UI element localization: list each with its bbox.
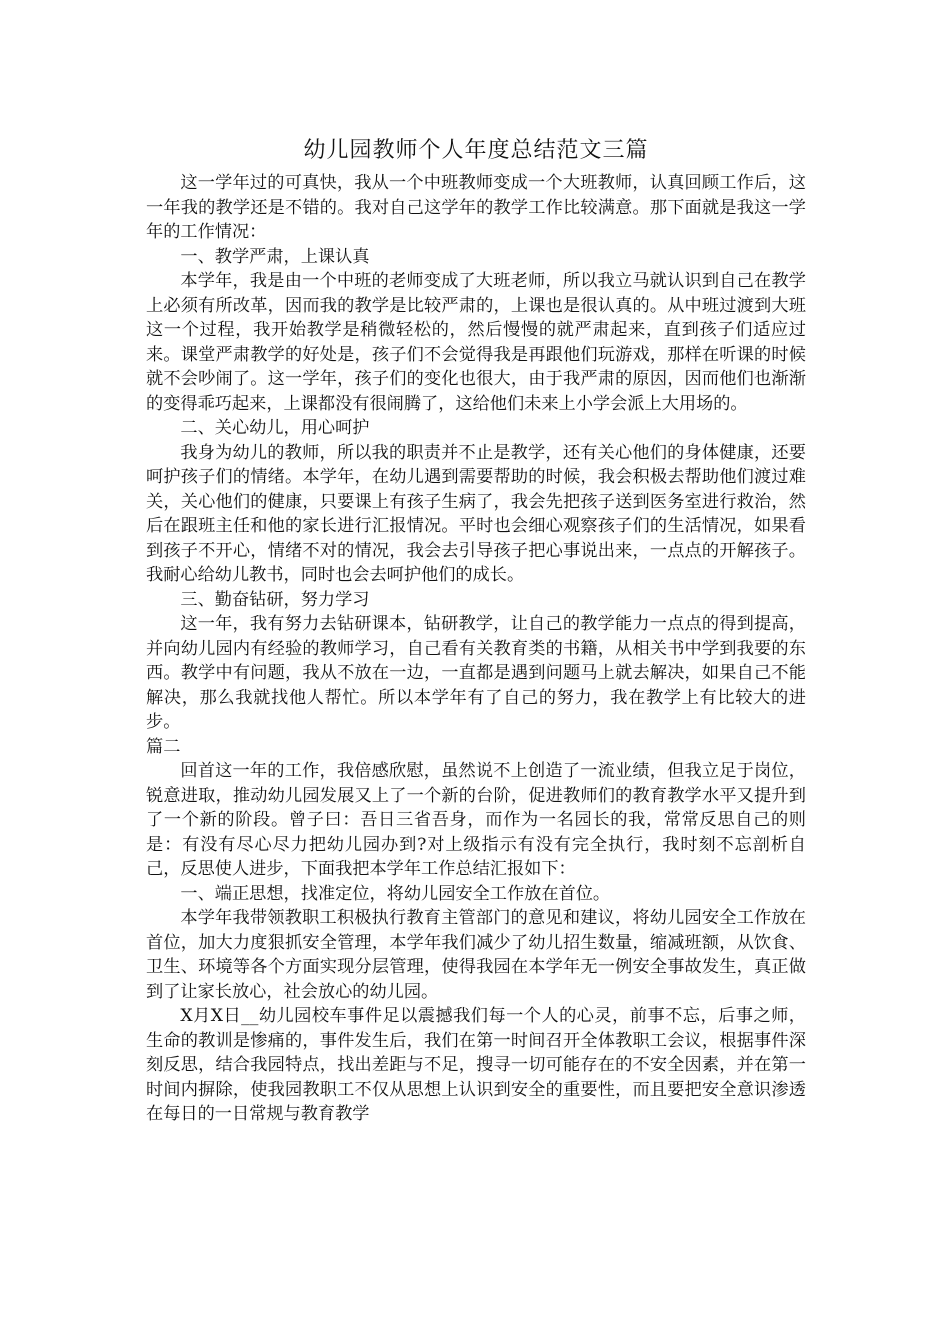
section-heading: 三、勤奋钻研，努力学习 [180,589,370,610]
section-heading: 一、教学严肃，上课认真 [180,246,370,267]
section-heading: 一、端正思想，找准定位，将幼儿园安全工作放在首位。 [180,883,611,904]
body-paragraph: 本学年我带领教职工积极执行教育主管部门的意见和建议，将幼儿园安全工作放在首位，加大力度狠抓安全管理，本学年我们减少了幼儿招生数量，缩减班额，从饮食、卫生、环境等各个方面实现分层管理，使得我园在本学年无一例安全事故发生，真正做到了让家长放心，社会放心的幼儿园。 [146,908,806,1002]
body-paragraph: 回首这一年的工作，我倍感欣慰，虽然说不上创造了一流业绩，但我立足于岗位，锐意进取，推动幼儿园发展又上了一个新的台阶，促进教师们的教育教学水平又提升到了一个新的阶段。曾子曰：吾日三省吾身，而作为一名园长的我，常常反思自己的则是：有没有尽心尽力把幼儿园办到?对上级指示有没有完全执行，我时刻不忘剖析自己，反思使人进步，下面我把本学年工作总结汇报如下： [146,761,806,879]
part-label: 篇二 [146,736,181,757]
body-paragraph: X月X日__幼儿园校车事件足以震撼我们每一个人的心灵，前事不忘，后事之师，生命的教训是惨痛的，事件发生后，我们在第一时间召开全体教职工会议，根据事件深刻反思，结合我园特点，找出差距与不足，搜寻一切可能存在的不安全因素，并在第一时间内摒除，使我园教职工不仅从思想上认识到安全的重要性，而且要把安全意识渗透在每日的一日常规与教育教学 [146,1006,806,1124]
section-heading: 二、关心幼儿，用心呵护 [180,418,370,438]
document-title: 幼儿园教师个人年度总结范文三篇 [303,138,649,163]
document-page [146,136,806,1127]
body-paragraph: 本学年，我是由一个中班的老师变成了大班老师，所以我立马就认识到自己在教学上必须有所改革，因而我的教学是比较严肃的，上课也是很认真的。从中班过渡到大班这一个过程，我开始教学是稍微轻松的，然后慢慢的就严肃起来，直到孩子们适应过来。课堂严肃教学的好处是，孩子们不会觉得我是再跟他们玩游戏，那样在听课的时候就不会吵闹了。这一学年，孩子们的变化也很大，由于我严肃的原因，因而他们也渐渐的变得乖巧起来，上课都没有很闹腾了，这给他们未来上小学会派上大用场的。 [146,271,806,414]
body-paragraph: 我身为幼儿的教师，所以我的职责并不止是教学，还有关心他们的身体健康，还要呵护孩子们的情绪。本学年，在幼儿遇到需要帮助的时候，我会积极去帮助他们渡过难关，关心他们的健康，只要课上有孩子生病了，我会先把孩子送到医务室进行救治，然后在跟班主任和他的家长进行汇报情况。平时也会细心观察孩子们的生活情况，如果看到孩子不开心，情绪不对的情况，我会去引导孩子把心事说出来，一点点的开解孩子。我耐心给幼儿教书，同时也会去呵护他们的成长。 [146,442,806,585]
intro-paragraph: 这一学年过的可真快，我从一个中班教师变成一个大班教师，认真回顾工作后，这一年我的教学还是不错的。我对自己这学年的教学工作比较满意。那下面就是我这一学年的工作情况： [146,173,806,242]
body-paragraph: 这一年，我有努力去钻研课本，钻研教学，让自己的教学能力一点点的得到提高，并向幼儿园内有经验的教师学习，自己看有关教育类的书籍，从相关书中学到我要的东西。教学中有问题，我从不放在一边，一直都是遇到问题马上就去解决，如果自己不能解决，那么我就找他人帮忙。所以本学年有了自己的努力，我在教学上有比较大的进步。 [146,614,806,732]
document-body [146,171,806,1127]
